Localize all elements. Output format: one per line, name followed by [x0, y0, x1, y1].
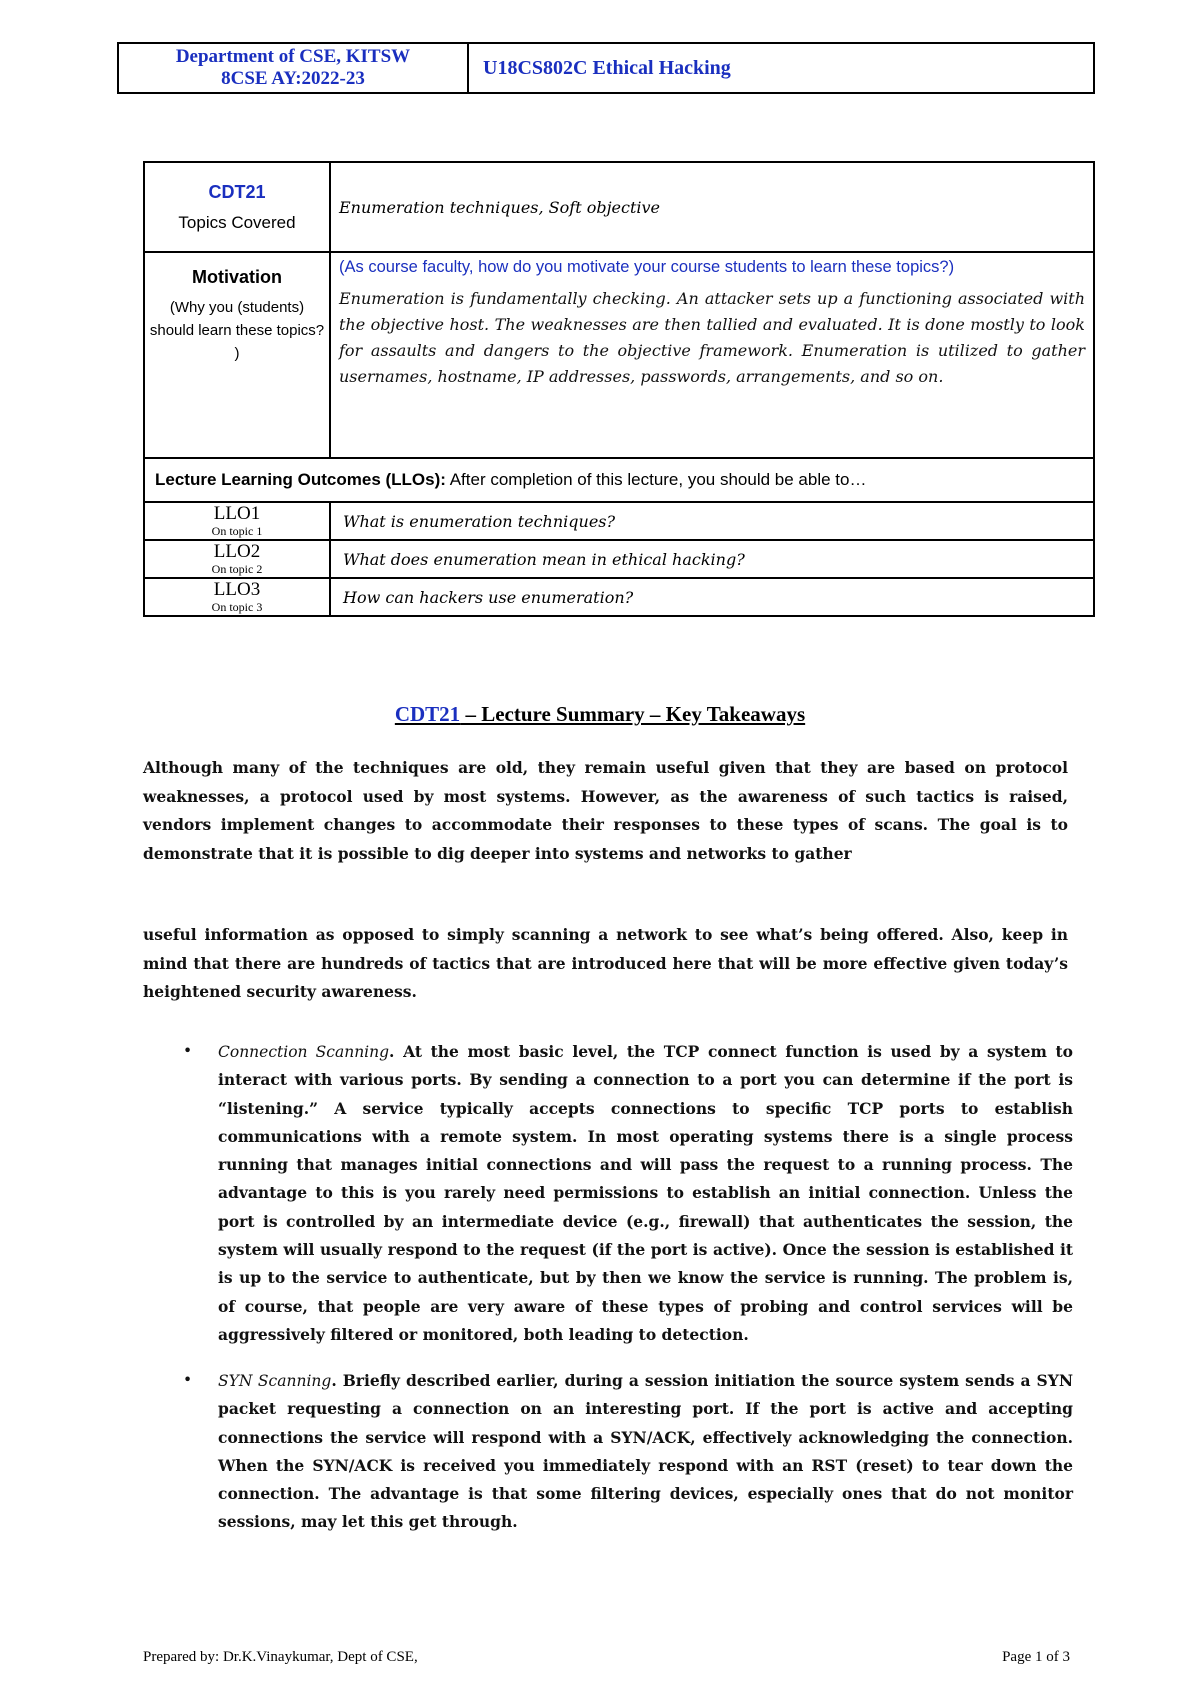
- llo-heading: [144, 458, 1094, 502]
- llo-code: LLO1: [213, 503, 261, 524]
- summary-paragraph: [143, 754, 1068, 868]
- llo-code-cell: [144, 540, 330, 578]
- lecture-plan-table: [143, 161, 1095, 617]
- llo-topic: On topic 3: [211, 600, 263, 614]
- llo-topic: On topic 2: [211, 562, 263, 576]
- motivation-text: Enumeration is fundamentally checking. An attacker sets up a functioning associated with the objective host. The weaknesses are then tallied and evaluated. It is done mostly to look for assaults and dangers to the objective framework. Enumeration is utilized to gather usernames, hostname, IP addresses, passwords, arrangements, and so on.: [339, 289, 1085, 386]
- topics-value: Enumeration techniques, Soft objective: [330, 162, 1094, 252]
- llo-heading-bold: Lecture Learning Outcomes (LLOs):: [155, 470, 446, 489]
- llo-heading-row: [144, 458, 1094, 502]
- motivation-label: Motivation: [192, 267, 282, 287]
- bullet-text: [218, 1038, 1073, 1349]
- motivation-body: [330, 252, 1094, 458]
- llo-code-cell: [144, 578, 330, 616]
- bullet-body: . Briefly described earlier, during a session initiation the source system sends a SYN packet requesting a connection on an interesting port. If the port is active and accepting connections the service will respond with a SYN/ACK, effectively acknowledging the connection. When the SYN/ACK is received you immediately respond with an RST (reset) to tear down the connection. The advantage is that some filtering devices, especially ones that do not monitor sessions, may let this get through.: [218, 1371, 1073, 1532]
- bullet-title: Connection Scanning: [218, 1043, 390, 1061]
- motivation-question: (As course faculty, how do you motivate your course students to learn these topics?): [339, 258, 955, 276]
- summary-title-rest: – Lecture Summary – Key Takeaways: [460, 702, 806, 726]
- summary-paragraph-text: useful information as opposed to simply scanning a network to see what’s being offered. Also, keep in mind that there are hundreds of tactics that are introduced here that will be more effective given today’s heightened security awareness.: [143, 925, 1068, 1001]
- footer-prepared-by: Prepared by: Dr.K.Vinaykumar, Dept of CSE,: [143, 1649, 418, 1665]
- bullet-text: [218, 1367, 1073, 1537]
- llo-code-cell: [144, 502, 330, 540]
- header-department: [119, 44, 469, 92]
- document-header: [117, 42, 1095, 94]
- academic-year-line: 8CSE AY:2022-23: [221, 68, 365, 89]
- llo-row: [144, 540, 1094, 578]
- motivation-label-cell: [144, 252, 330, 458]
- llo-text: What does enumeration mean in ethical hacking?: [330, 540, 1094, 578]
- bullet-icon: •: [183, 1042, 193, 1060]
- summary-paragraph-text: Although many of the techniques are old, they remain useful given that they are based on protocol weaknesses, a protocol used by most systems. However, as the awareness of such tactics is raised, vendors implement changes to accommodate their responses to these types of scans. The goal is to demonstrate that it is possible to dig deeper into systems and networks to gather: [143, 758, 1068, 863]
- summary-title-code: CDT21: [394, 702, 461, 726]
- bullet-icon: •: [183, 1371, 193, 1389]
- bullet-item: [183, 1038, 1073, 1349]
- bullet-body: . At the most basic level, the TCP connect function is used by a system to interact with various ports. By sending a connection to a port you can determine if the port is “listening.” A service typically accepts connections to specific TCP ports to establish communications with a remote system. In most operating systems there is a single process running that manages initial connections and will pass the request to a running process. The advantage to this is you rarely need permissions to establish an initial connection. Unless the port is controlled by an intermediate device (e.g., firewall) that authenticates the session, the system will usually respond to the request (if the port is active). Once the session is established it is up to the service to authenticate, but by then we know the service is running. The problem is, of course, that people are very aware of these types of probing and control services will be aggressively filtered or monitored, both leading to detection.: [218, 1042, 1073, 1344]
- llo-topic: On topic 1: [211, 524, 263, 538]
- summary-paragraph: [143, 921, 1068, 1007]
- summary-title: [0, 702, 1200, 727]
- topics-row: [144, 162, 1094, 252]
- llo-text: What is enumeration techniques?: [330, 502, 1094, 540]
- llo-heading-rest: After completion of this lecture, you should be able to…: [445, 470, 867, 489]
- footer-page-number: Page 1 of 3: [1002, 1649, 1070, 1665]
- bullet-title: SYN Scanning: [218, 1372, 332, 1390]
- llo-code: LLO2: [213, 541, 261, 562]
- topics-label: Topics Covered: [178, 212, 296, 232]
- cdt-code: CDT21: [208, 181, 266, 202]
- llo-row: [144, 502, 1094, 540]
- cdt-label-cell: [144, 162, 330, 252]
- motivation-row: [144, 252, 1094, 458]
- llo-code: LLO3: [213, 579, 261, 600]
- bullet-item: [183, 1367, 1073, 1537]
- llo-row: [144, 578, 1094, 616]
- llo-text: How can hackers use enumeration?: [330, 578, 1094, 616]
- department-line: Department of CSE, KITSW: [175, 46, 411, 67]
- course-title: U18CS802C Ethical Hacking: [483, 56, 731, 79]
- motivation-sub: (Why you (students) should learn these topics? ): [149, 299, 325, 362]
